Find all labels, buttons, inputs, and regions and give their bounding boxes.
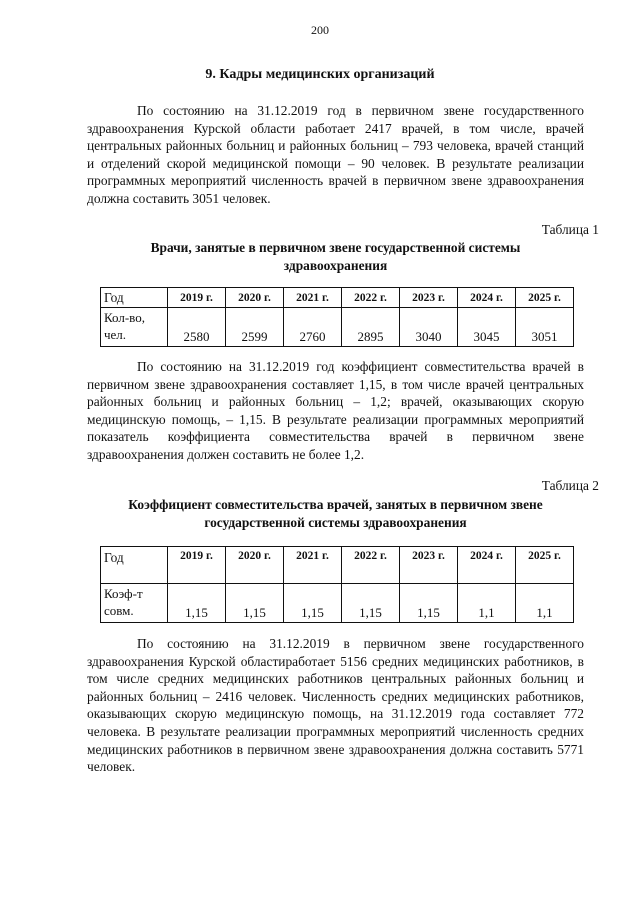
table-header-cell: 2025 г. [516,288,574,308]
table1-title [87,239,584,275]
table1-title-line1: Врачи, занятые в первичном звене государственной системы [150,240,521,255]
table-cell: 1,15 [342,584,400,623]
table-header-cell: Год [101,288,168,308]
paragraph-nurses-count [87,635,584,776]
table2-title-line1: Коэффициент совместительства врачей, занятых в первичном звене [128,497,543,512]
page-number: 200 [311,23,329,37]
table-cell: 1,1 [516,584,574,623]
table-cell: 2760 [284,308,342,347]
table2-coefficient [100,546,574,623]
row-label-cell [101,308,168,347]
paragraph-text: По состоянию на 31.12.2019 в первичном звене государственного здравоохранения Курской областиработает 5156 средних медицинских работников, в том числе средних медицинских работников центральных районных больниц и районных больниц – 2416 человек. Численность средних медицинских работников, оказывающих скорую медицинскую помощь, на 31.12.2019 года составляет 772 человека. В результате реализации программных мероприятий численность средних медицинских работников в первичном звене здравоохранения должна составить 5771 человек. [87,636,584,775]
table1-doctors [100,287,574,347]
table2-title-line2: государственной системы здравоохранения [204,515,467,530]
table-header-cell: 2024 г. [458,547,516,584]
table-header-row [101,288,574,308]
table-cell: 2895 [342,308,400,347]
table2-title [87,496,584,532]
table-header-cell: 2019 г. [168,547,226,584]
table-header-cell: 2021 г. [284,288,342,308]
table-cell: 2580 [168,308,226,347]
table-cell: 1,15 [284,584,342,623]
paragraph-text: По состоянию на 31.12.2019 год коэффициент совместительства врачей в первичном звене здравоохранения составляет 1,15, в том числе врачей центральных районных больниц и районных больниц – 1,2; врачей, оказывающих скорую медицинскую помощь, – 1,15. В результате реализации программных мероприятий показатель коэффициента совместительства врачей в первичном звене здравоохранения должен составить не более 1,2. [87,359,584,462]
table-cell: 1,15 [168,584,226,623]
table-header-cell: 2021 г. [284,547,342,584]
table-header-cell: 2020 г. [226,288,284,308]
table-row [101,584,574,623]
table1-label: Таблица 1 [541,222,599,237]
table-cell: 1,15 [226,584,284,623]
table2-label: Таблица 2 [541,478,599,493]
row-label-line1: Коэф-т [104,586,143,601]
row-label-line2: чел. [104,327,127,342]
table-cell: 1,1 [458,584,516,623]
row-label-cell [101,584,168,623]
table1-title-line2: здравоохранения [283,258,388,273]
table-cell: 3051 [516,308,574,347]
paragraph-part-time-coefficient [87,358,584,464]
table-header-cell: Год [101,547,168,584]
row-label-line2: совм. [104,603,134,618]
section-title: 9. Кадры медицинских организаций [205,67,435,82]
table-cell: 3040 [400,308,458,347]
table-cell: 2599 [226,308,284,347]
table-header-cell: 2020 г. [226,547,284,584]
table-row [101,308,574,347]
table-header-cell: 2022 г. [342,288,400,308]
table-header-cell: 2019 г. [168,288,226,308]
paragraph-text: По состоянию на 31.12.2019 год в первичном звене государственного здравоохранения Курской области работает 2417 врачей, в том числе, врачей центральных районных больниц и районных больниц – 793 человека, врачей станций и отделений скорой медицинской помощи – 90 человек. В результате реализации программных мероприятий численность врачей в первичном звене здравоохранения должна составить 3051 человек. [87,103,584,206]
table-header-cell: 2025 г. [516,547,574,584]
table-cell: 1,15 [400,584,458,623]
table-header-cell: 2024 г. [458,288,516,308]
paragraph-doctors-count [87,102,584,208]
row-label-line1: Кол-во, [104,310,145,325]
table-header-cell: 2022 г. [342,547,400,584]
table-header-cell: 2023 г. [400,288,458,308]
table-header-cell: 2023 г. [400,547,458,584]
table-header-row [101,547,574,584]
table-cell: 3045 [458,308,516,347]
